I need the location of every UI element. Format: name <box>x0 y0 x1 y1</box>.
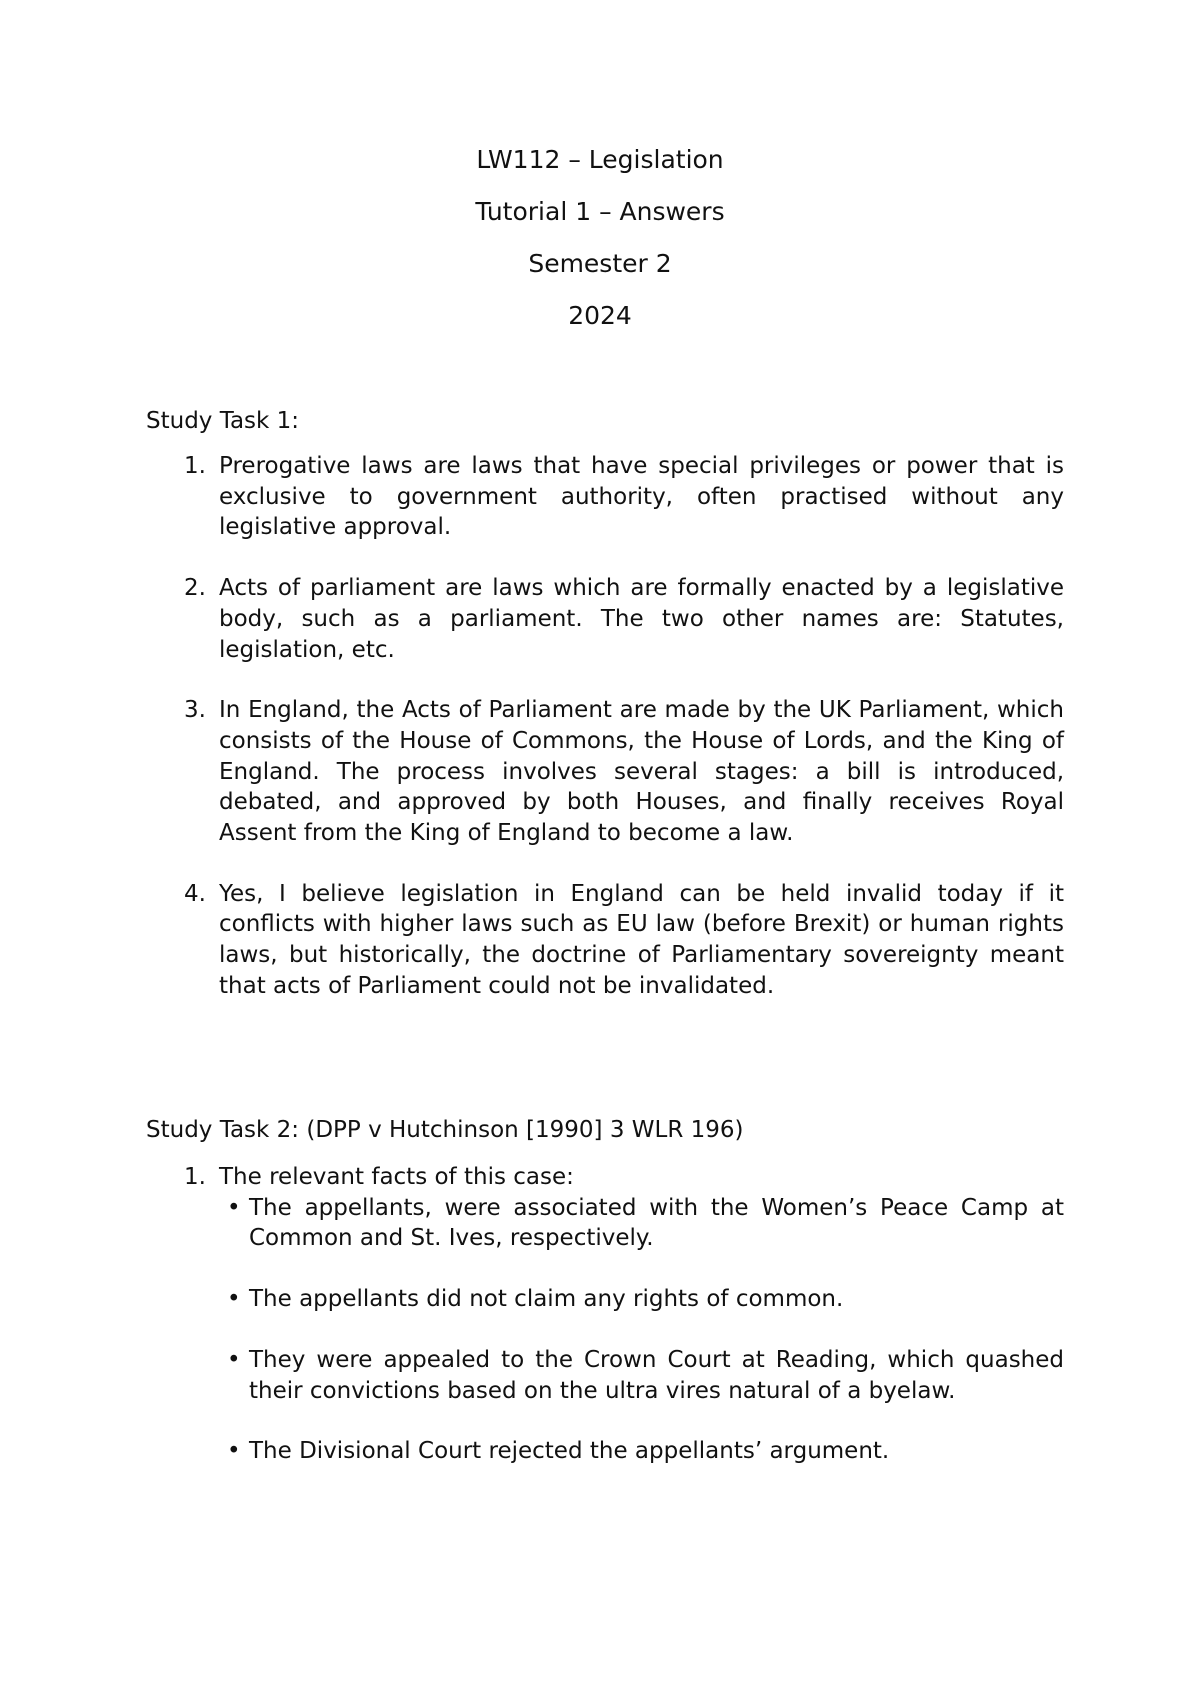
bullet-item <box>176 1345 1064 1406</box>
list-item-number: 3. <box>184 697 206 724</box>
tutorial-title: Tutorial 1 – Answers <box>475 197 725 226</box>
semester-title: Semester 2 <box>528 249 672 278</box>
list-item <box>176 695 1064 849</box>
bullet-text: The Divisional Court rejected the appellants’ argument. <box>249 1438 890 1465</box>
study-task-1-heading: Study Task 1: <box>146 408 300 434</box>
course-title: LW112 – Legislation <box>476 145 724 174</box>
study-task-1-list <box>176 451 1064 1032</box>
list-item-text: Acts of parliament are laws which are formally enacted by a legislative body, such as a parliament. The two other names are: Statutes, legislation, etc. <box>219 575 1064 663</box>
list-item-text: In England, the Acts of Parliament are made by the UK Parliament, which consists of the House of Commons, the House of Lords, and the King of England. The process involves several stages: a bill is introduced, debated, and approved by both Houses, and finally receives Royal Assent from the King of England to become a law. <box>219 697 1064 847</box>
list-item <box>176 1162 1064 1467</box>
bullet-icon: • <box>227 1346 241 1373</box>
bullet-item <box>176 1284 1064 1315</box>
list-item-number: 1. <box>184 453 206 479</box>
year-title: 2024 <box>568 301 632 330</box>
list-item-number: 4. <box>184 880 206 907</box>
study-task-2-heading: Study Task 2: (DPP v Hutchinson [1990] 3 WLR 196) <box>146 1117 744 1143</box>
list-item-number: 1. <box>184 1164 206 1190</box>
bullet-icon: • <box>227 1194 241 1221</box>
list-item <box>176 451 1064 543</box>
list-item-number: 2. <box>184 575 206 602</box>
bullet-text: The appellants, were associated with the Women’s Peace Camp at Common and St. Ives, respectively. <box>249 1194 1064 1252</box>
list-item <box>176 573 1064 665</box>
title-block <box>0 143 1200 351</box>
bullet-icon: • <box>227 1438 241 1465</box>
list-item-text: Prerogative laws are laws that have special privileges or power that is exclusive to government authority, often practised without any legislative approval. <box>219 453 1064 541</box>
study-task-2-list <box>176 1162 1064 1497</box>
list-item-text: Yes, I believe legislation in England can be held invalid today if it conflicts with higher laws such as EU law (before Brexit) or human rights laws, but historically, the doctrine of Parliamentary sovereignty meant that acts of Parliament could not be invalidated. <box>219 880 1064 999</box>
bullet-icon: • <box>227 1286 241 1313</box>
bullet-text: They were appealed to the Crown Court at Reading, which quashed their convictions based on the ultra vires natural of a byelaw. <box>249 1346 1064 1404</box>
list-item-text: The relevant facts of this case: <box>219 1164 574 1190</box>
bullet-text: The appellants did not claim any rights of common. <box>249 1286 844 1313</box>
bullet-item <box>176 1193 1064 1254</box>
facts-bullet-list <box>219 1193 1064 1467</box>
list-item <box>176 879 1064 1002</box>
bullet-item <box>176 1436 1064 1467</box>
